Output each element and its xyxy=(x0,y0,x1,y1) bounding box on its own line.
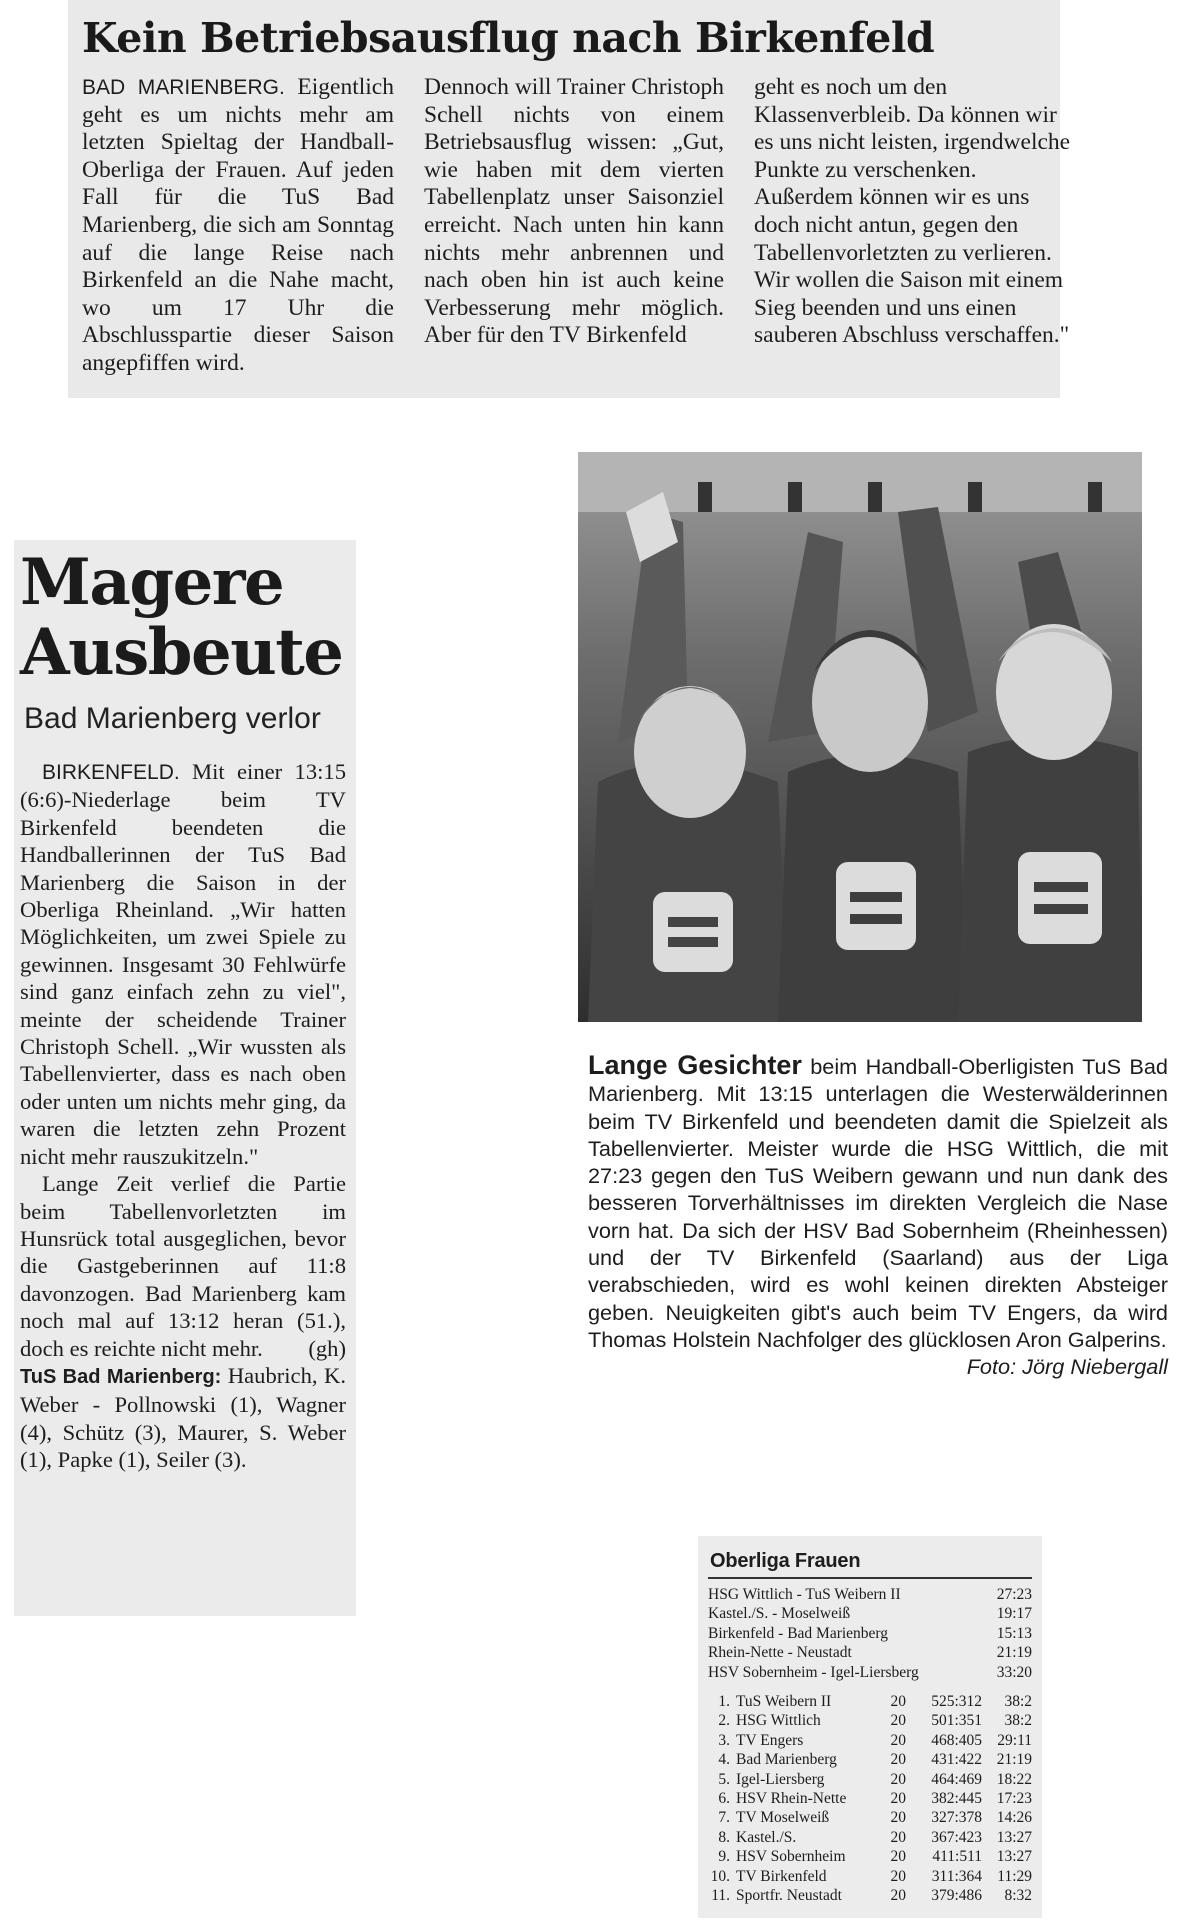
points: 14:26 xyxy=(996,1809,1032,1827)
caption-lead: Lange Gesichter xyxy=(588,1050,802,1080)
rank: 4. xyxy=(718,1751,730,1769)
photo-credit: Foto: Jörg Niebergall xyxy=(966,1354,1168,1380)
games: 20 xyxy=(890,1848,906,1866)
standings-row xyxy=(708,1828,1032,1847)
team-lineup xyxy=(20,1362,346,1474)
team: TV Engers xyxy=(736,1731,804,1749)
table-title: Oberliga Frauen xyxy=(710,1550,861,1572)
result-row xyxy=(708,1604,1032,1623)
result-match: Birkenfeld - Bad Marienberg xyxy=(708,1624,889,1642)
paragraph-2-text: Lange Zeit verlief die Partie beim Tabellenvorletzten im Hunsrück total ausgeglichen, bevor die Gastgeberinnen auf 11:8 davonzogen. Bad Marienberg kam noch mal auf 13:12 heran (51.), doch es reichte nicht mehr. xyxy=(20,1171,346,1361)
points: 21:19 xyxy=(996,1751,1032,1769)
rank: 6. xyxy=(718,1790,730,1808)
points: 18:22 xyxy=(996,1770,1032,1788)
rank: 9. xyxy=(718,1848,730,1866)
points: 13:27 xyxy=(996,1828,1032,1846)
paragraph-1 xyxy=(20,758,346,1170)
games: 20 xyxy=(890,1828,906,1846)
article-headline-magere: Magere Ausbeute xyxy=(20,545,343,690)
team: HSV Rhein-Nette xyxy=(736,1790,847,1808)
games: 20 xyxy=(890,1731,906,1749)
dateline-birkenfeld: BIRKENFELD. xyxy=(42,761,180,784)
lineup-players: Haubrich, K. Weber - Pollnowski (1), Wagner (4), Schütz (3), Maurer, S. Weber (1), Papke (1), Seiler (3). xyxy=(20,1362,346,1473)
article-column-2: Dennoch will Trainer Christoph Schell nichts von einem Betriebsausflug wissen: „Gut, wie haben mit dem vierten Tabellenplatz unser Saisonziel erreicht. Nach unten hin kann nichts mehr anbrennen und nach oben hin ist auch keine Verbesserung mehr möglich. Aber für den TV Birkenfeld xyxy=(424,74,724,349)
goals: 311:364 xyxy=(931,1867,982,1885)
standings-row xyxy=(708,1750,1032,1769)
games: 20 xyxy=(890,1867,906,1885)
standings-row xyxy=(708,1867,1032,1886)
points: 38:2 xyxy=(1004,1693,1032,1711)
result-score: 33:20 xyxy=(996,1663,1032,1681)
rank: 7. xyxy=(718,1809,730,1827)
rank: 8. xyxy=(718,1828,730,1846)
rank: 1. xyxy=(718,1693,730,1711)
article-clipping-left xyxy=(14,540,356,1616)
photo-caption xyxy=(588,1050,1168,1380)
result-row xyxy=(708,1624,1032,1643)
rank: 2. xyxy=(718,1712,730,1730)
games: 20 xyxy=(890,1693,906,1711)
games: 20 xyxy=(890,1790,906,1808)
table-title-rule xyxy=(708,1577,1032,1579)
result-score: 19:17 xyxy=(996,1605,1032,1623)
result-match: Kastel./S. - Moselweiß xyxy=(708,1605,851,1623)
standings-row xyxy=(708,1711,1032,1730)
goals: 464:469 xyxy=(931,1770,982,1788)
standings-row xyxy=(708,1731,1032,1750)
paragraph-2 xyxy=(20,1170,346,1362)
points: 13:27 xyxy=(996,1848,1032,1866)
goals: 525:312 xyxy=(931,1693,982,1711)
article-clipping-top xyxy=(68,0,1071,398)
result-match: HSV Sobernheim - Igel-Liersberg xyxy=(708,1663,919,1681)
handball-players-photo xyxy=(578,452,1142,1022)
results-list xyxy=(708,1585,1032,1682)
dateline: BAD MARIENBERG. xyxy=(82,76,285,99)
team: HSV Sobernheim xyxy=(736,1848,846,1866)
standings-row xyxy=(708,1847,1032,1866)
goals: 382:445 xyxy=(931,1790,982,1808)
article-columns xyxy=(82,74,1071,378)
team: Sportfr. Neustadt xyxy=(736,1887,842,1905)
article-column-1 xyxy=(82,74,394,378)
result-row xyxy=(708,1643,1032,1662)
team: Kastel./S. xyxy=(736,1828,797,1846)
goals: 431:422 xyxy=(931,1751,982,1769)
column-1-text: Eigentlich geht es um nichts mehr am letzten Spieltag der Handball-Oberliga der Frauen. Auf jeden Fall für die TuS Bad Marienberg, die sich am Sonntag auf die lange Reise nach Birkenfeld an die Nahe macht, wo um 17 Uhr die Abschlusspartie dieser Saison angepfiffen wird. xyxy=(82,74,394,376)
team: TV Birkenfeld xyxy=(736,1867,827,1885)
article-subtitle: Bad Marienberg verlor xyxy=(24,702,321,735)
article-headline: Kein Betriebsausflug nach Birkenfeld xyxy=(82,14,935,62)
lineup-team: TuS Bad Marienberg: xyxy=(20,1365,222,1388)
points: 8:32 xyxy=(1004,1887,1032,1905)
points: 29:11 xyxy=(997,1731,1032,1749)
goals: 379:486 xyxy=(931,1887,982,1905)
goals: 411:511 xyxy=(932,1848,982,1866)
points: 17:23 xyxy=(996,1790,1032,1808)
goals: 367:423 xyxy=(931,1828,982,1846)
team: Igel-Liersberg xyxy=(736,1770,825,1788)
games: 20 xyxy=(890,1809,906,1827)
standings-row xyxy=(708,1770,1032,1789)
games: 20 xyxy=(890,1770,906,1788)
standings-table xyxy=(708,1692,1032,1905)
points: 38:2 xyxy=(1004,1712,1032,1730)
standings-row xyxy=(708,1692,1032,1711)
league-table-clipping xyxy=(698,1536,1042,1918)
games: 20 xyxy=(890,1712,906,1730)
rank: 3. xyxy=(718,1731,730,1749)
goals: 468:405 xyxy=(931,1731,982,1749)
standings-row xyxy=(708,1808,1032,1827)
result-row xyxy=(708,1585,1032,1604)
team: TV Moselweiß xyxy=(736,1809,830,1827)
result-match: Rhein-Nette - Neustadt xyxy=(708,1644,852,1662)
games: 20 xyxy=(890,1751,906,1769)
team: TuS Weibern II xyxy=(736,1693,832,1711)
standings-row xyxy=(708,1789,1032,1808)
result-score: 15:13 xyxy=(996,1624,1032,1642)
result-score: 21:19 xyxy=(996,1644,1032,1662)
result-score: 27:23 xyxy=(996,1586,1032,1603)
article-body xyxy=(20,758,346,1474)
goals: 327:378 xyxy=(931,1809,982,1827)
result-match: HSG Wittlich - TuS Weibern II xyxy=(708,1586,901,1603)
goals: 501:351 xyxy=(931,1712,982,1730)
author-initials: (gh) xyxy=(308,1335,346,1361)
rank: 10. xyxy=(710,1867,730,1885)
rank: 11. xyxy=(711,1887,730,1905)
paragraph-1-text: Mit einer 13:15 (6:6)-Niederlage beim TV Birkenfeld beendeten die Handballerinnen der TuS Bad Marienberg die Saison in der Oberliga Rheinland. „Wir hatten Möglichkeiten, um zwei Spiele zu gewinnen. Insgesamt 30 Fehlwürfe sind ganz einfach zehn zu viel", meinte der scheidende Trainer Christoph Schell. „Wir wussten als Tabellenvierter, dass es nach oben oder unten um nichts mehr ging, da waren die letzten zehn Prozent nicht mehr rauszukitzeln." xyxy=(20,759,346,1169)
article-column-3: geht es noch um den Klassenverbleib. Da können wir es uns nicht leisten, irgendwelche Punkte zu verschenken. Außerdem können wir es uns doch nicht antun, gegen den Tabellenvorletzten zu verlieren. Wir wollen die Saison mit einem Sieg beenden und uns einen sauberen Abschluss verschaffen." xyxy=(754,74,1071,349)
rank: 5. xyxy=(718,1770,730,1788)
team: Bad Marienberg xyxy=(736,1751,837,1769)
team: HSG Wittlich xyxy=(736,1712,821,1730)
points: 11:29 xyxy=(997,1867,1032,1885)
team-photo xyxy=(578,452,1142,1022)
photo-caption-clipping xyxy=(580,1038,1180,1426)
caption-text: beim Handball-Oberligisten TuS Bad Marienberg. Mit 13:15 unterlagen die Westerwälderinnen beim TV Birkenfeld und beendeten damit die Spielzeit als Tabellenvierter. Meister wurde die HSG Wittlich, die mit 27:23 gegen den TuS Weibern gewann und nun dank des besseren Torverhältnisses im direkten Vergleich die Nase vorn hat. Da sich der HSV Bad Sobernheim (Rheinhessen) und der TV Birkenfeld (Saarland) aus der Liga verabschieden, wird es wohl keinen direkten Absteiger geben. Neuigkeiten gibt's auch beim TV Engers, da wird Thomas Holstein Nachfolger des glücklosen Aron Galperins. xyxy=(588,1054,1168,1352)
result-row xyxy=(708,1663,1032,1682)
games: 20 xyxy=(890,1887,906,1905)
standings-row xyxy=(708,1886,1032,1905)
